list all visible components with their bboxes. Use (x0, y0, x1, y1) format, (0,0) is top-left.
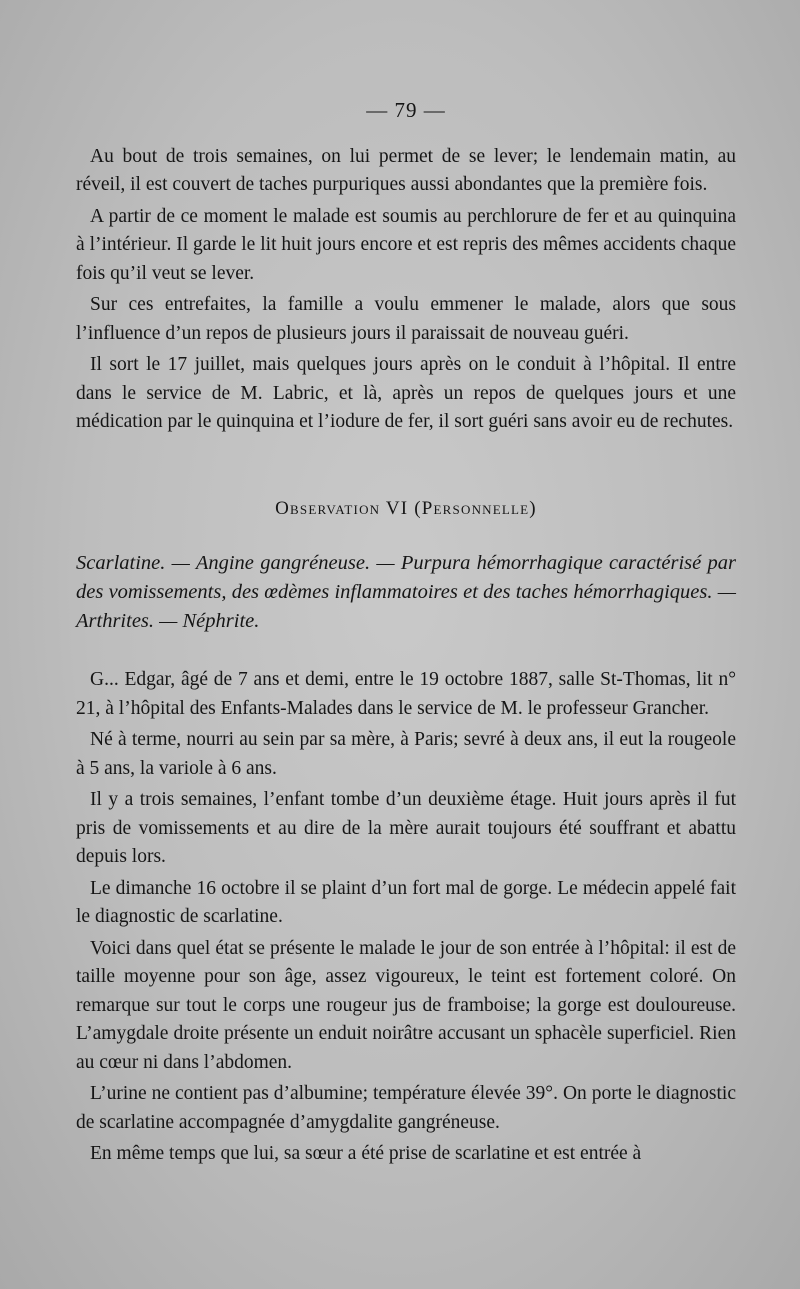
paragraph: En même temps que lui, sa sœur a été prise de scarlatine et est entrée à (90, 1143, 642, 1164)
observation-subtitle: Scarlatine. — Angine gangréneuse. — Purpura hémorrhagique caractérisé par des vomissements, des œdèmes inflammatoires et des taches hémorrhagiques. — Arthrites. — Néphrite. (76, 552, 736, 632)
observation-title: Observation VI (Personnelle) (275, 497, 537, 519)
paragraph: Au bout de trois semaines, on lui permet de se lever; le lendemain matin, au réveil, il est couvert de taches purpuriques aussi abondantes que la première fois. (76, 145, 736, 195)
paragraph: L’urine ne contient pas d’albumine; température élevée 39°. On porte le diagnostic de scarlatine accompagnée d’amygdalite gangréneuse. (76, 1083, 736, 1133)
paragraph: Né à terme, nourri au sein par sa mère, à Paris; sevré à deux ans, il eut la rougeole à 5 ans, la variole à 6 ans. (76, 729, 736, 779)
page-number: — 79 — (366, 98, 446, 122)
paragraph: Voici dans quel état se présente le malade le jour de son entrée à l’hôpital: il est de taille moyenne pour son âge, assez vigoureux, le teint est fortement coloré. On remarque sur tout le corps une rougeur jus de framboise; la gorge est douloureuse. L’amygdale droite présente un enduit noirâtre accusant un sphacèle superficiel. Rien au cœur ni dans l’abdomen. (76, 937, 736, 1073)
page-content (76, 92, 736, 1172)
paragraph: G... Edgar, âgé de 7 ans et demi, entre le 19 octobre 1887, salle St-Thomas, lit n° 21, à l’hôpital des Enfants-Malades dans le service de M. le professeur Grancher. (76, 669, 736, 719)
paragraph: Il sort le 17 juillet, mais quelques jours après on le conduit à l’hôpital. Il entre dans le service de M. Labric, et là, après un repos de quelques jours et une médication par le quinquina et l’iodure de fer, il sort guéri sans avoir eu de rechutes. (76, 354, 736, 432)
paragraph: Il y a trois semaines, l’enfant tombe d’un deuxième étage. Huit jours après il fut pris de vomissements et au dire de la mère aurait toujours été souffrant et abattu depuis lors. (76, 789, 736, 867)
paragraph: Le dimanche 16 octobre il se plaint d’un fort mal de gorge. Le médecin appelé fait le diagnostic de scarlatine. (76, 877, 736, 927)
paragraph: A partir de ce moment le malade est soumis au perchlorure de fer et au quinquina à l’intérieur. Il garde le lit huit jours encore et est repris des mêmes accidents chaque fois qu’il veut se lever. (76, 205, 736, 284)
paragraph: Sur ces entrefaites, la famille a voulu emmener le malade, alors que sous l’influence d’un repos de plusieurs jours il paraissait de nouveau guéri. (76, 294, 736, 344)
